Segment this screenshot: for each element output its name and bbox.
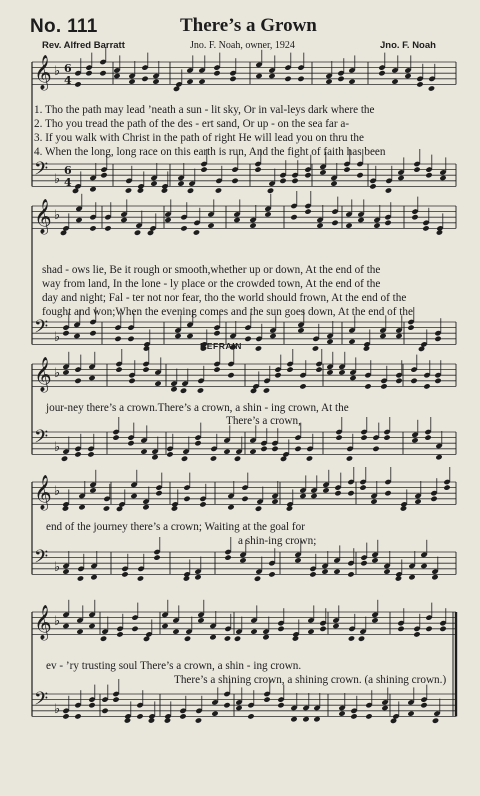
verse-3-line-2: day and night; Fal - ter not nor fear, tho the world should frown, At the end of the [42, 292, 407, 304]
note-head [229, 76, 236, 82]
note-head [180, 225, 187, 231]
flat-icon: ♭ [54, 560, 61, 575]
verse-4-line-2: fought and won;When the evening comes and the sun goes down, At the end of the [42, 306, 413, 318]
note-head [78, 504, 85, 510]
bass-clef-icon: 𝄢 [34, 317, 49, 342]
note-head [62, 505, 69, 511]
note-head [183, 496, 190, 502]
note-head [380, 383, 387, 389]
note-head [333, 568, 340, 574]
note-head [249, 222, 256, 228]
note-head [279, 178, 286, 184]
note-head [391, 78, 398, 84]
note-head [186, 333, 193, 339]
note-head [62, 568, 69, 574]
note-head [227, 504, 234, 510]
note-head [193, 229, 200, 235]
note-head [73, 333, 80, 339]
flat-icon: ♭ [54, 702, 61, 717]
note-head [397, 175, 404, 181]
note-head [161, 187, 168, 193]
note-head [271, 498, 278, 504]
note-head [213, 70, 220, 76]
note-head [331, 220, 338, 226]
note-head [170, 386, 177, 392]
note-head [154, 380, 161, 386]
note-head [432, 717, 439, 723]
note-head [269, 333, 276, 339]
note-head [244, 336, 251, 342]
bass-clef-icon: 𝄢 [34, 427, 49, 452]
note-head [309, 571, 316, 577]
flat-icon: ♭ [54, 172, 61, 187]
note-head [345, 222, 352, 228]
note-head [439, 626, 446, 632]
note-head [384, 490, 391, 496]
note-head [87, 451, 94, 457]
note-head [255, 345, 262, 351]
note-head [326, 369, 333, 375]
note-head [241, 496, 248, 502]
note-head [137, 575, 144, 581]
note-head [125, 187, 132, 193]
note-head [90, 574, 97, 580]
note-head [431, 574, 438, 580]
note-head [88, 623, 95, 629]
note-head [378, 70, 385, 76]
note-head [400, 505, 407, 511]
note-head [357, 217, 364, 223]
note-head [171, 505, 178, 511]
note-head [128, 78, 135, 84]
note-head [360, 560, 367, 566]
note-head [297, 327, 304, 333]
verse-4-line-1: 4. When the long, long race on this earth is run, And the fight of faith has been [34, 146, 386, 158]
refrain-line-1-echo: There’s a crown, [226, 415, 301, 427]
note-head [184, 635, 191, 641]
note-head [262, 634, 269, 640]
note-head [436, 229, 443, 235]
treble-clef-icon: 𝄞 [34, 357, 52, 392]
verse-3-line-1: 3. If you walk with Christ in the path of right He will lead you on thru the [34, 132, 364, 144]
treble-clef-icon: 𝄞 [34, 605, 52, 640]
bass-clef-icon: 𝄢 [34, 547, 49, 572]
note-head [413, 631, 420, 637]
note-head [100, 172, 107, 178]
note-head [89, 487, 96, 493]
flat-icon: ♭ [54, 64, 61, 79]
note-head [435, 454, 442, 460]
note-head [255, 505, 262, 511]
note-head [271, 446, 278, 452]
note-head [77, 575, 84, 581]
note-head [297, 76, 304, 82]
time-signature-bottom: 4 [64, 176, 72, 189]
note-head [140, 448, 147, 454]
note-head [408, 574, 415, 580]
note-head [114, 336, 121, 342]
note-head [120, 217, 127, 223]
note-head [181, 455, 188, 461]
note-head [299, 383, 306, 389]
note-head [407, 710, 414, 716]
refrain-line-3-echo: There’s a shining crown, a shining crown. (a shining crown.) [174, 674, 447, 686]
note-head [395, 333, 402, 339]
note-head [310, 493, 317, 499]
note-head [286, 366, 293, 372]
note-head [198, 78, 205, 84]
refrain-line-3: ev - ’ry trusting soul There’s a crown, a shin - ing crown. [46, 660, 302, 672]
verse-2-line-1: 2. Tho you tread the path of the des - ert sand, Or up - on the sea far a- [34, 118, 350, 130]
note-head [260, 446, 267, 452]
note-head [209, 634, 216, 640]
note-head [134, 229, 141, 235]
note-head [360, 434, 367, 440]
lyricist-credit: Rev. Alfred Barratt [42, 40, 125, 51]
note-head [233, 217, 240, 223]
note-head [227, 372, 234, 378]
copyright-credit: Jno. F. Noah, owner, 1924 [190, 40, 295, 51]
note-head [407, 324, 414, 330]
note-head [371, 617, 378, 623]
flat-icon: ♭ [54, 366, 61, 381]
note-head [263, 387, 270, 393]
note-head [364, 383, 371, 389]
note-head [373, 222, 380, 228]
note-head [101, 708, 108, 714]
note-head [294, 557, 301, 563]
note-head [346, 455, 353, 461]
note-head [128, 378, 135, 384]
treble-clef-icon: 𝄞 [34, 199, 52, 234]
note-head [213, 366, 220, 372]
note-head [224, 635, 231, 641]
note-head [397, 626, 404, 632]
flat-icon: ♭ [54, 614, 61, 629]
note-head [420, 702, 427, 708]
note-head [410, 378, 417, 384]
note-head [420, 563, 427, 569]
note-head [195, 717, 202, 723]
note-head [302, 716, 309, 722]
note-head [231, 178, 238, 184]
time-signature-top: 6 [64, 62, 72, 75]
note-head [439, 175, 446, 181]
note-head [411, 214, 418, 220]
note-head [414, 498, 421, 504]
note-head [365, 713, 372, 719]
note-head [292, 635, 299, 641]
note-head [88, 375, 95, 381]
refrain-label: REFRAIN [200, 341, 242, 351]
note-head [155, 490, 162, 496]
note-head [316, 222, 323, 228]
note-head [61, 455, 68, 461]
note-head [383, 568, 390, 574]
note-head [112, 434, 119, 440]
note-head [207, 222, 214, 228]
note-head [223, 448, 230, 454]
note-head [334, 490, 341, 496]
bass-clef-icon: 𝄢 [34, 159, 49, 184]
note-head [307, 628, 314, 634]
note-head [172, 628, 179, 634]
note-head [423, 383, 430, 389]
note-head [358, 635, 365, 641]
note-head [62, 623, 69, 629]
note-head [235, 705, 242, 711]
verse-1-line-1: 1. Tho the path may lead ’neath a sun - lit sky, Or in val-leys dark where the [34, 104, 375, 116]
treble-clef-icon: 𝄞 [34, 55, 52, 90]
note-head [62, 713, 69, 719]
note-head [137, 187, 144, 193]
note-head [315, 366, 322, 372]
note-head [379, 333, 386, 339]
note-head [141, 76, 148, 82]
hymn-number: No. 111 [30, 16, 98, 37]
note-head [74, 451, 81, 457]
note-head [103, 505, 110, 511]
note-head [255, 73, 262, 79]
note-head [127, 440, 134, 446]
note-head [347, 571, 354, 577]
time-signature-top: 6 [64, 164, 72, 177]
note-head [395, 575, 402, 581]
note-head [363, 345, 370, 351]
note-head [89, 330, 96, 336]
note-head [291, 178, 298, 184]
note-head [166, 451, 173, 457]
note-head [428, 85, 435, 91]
note-head [194, 440, 201, 446]
note-head [356, 172, 363, 178]
note-head [349, 375, 356, 381]
note-head [74, 81, 81, 87]
note-head [290, 716, 297, 722]
note-head [335, 434, 342, 440]
note-head [130, 493, 137, 499]
refrain-line-2-echo: a shin-ing crown; [238, 535, 317, 547]
note-head [395, 378, 402, 384]
note-head [383, 434, 390, 440]
note-head [319, 626, 326, 632]
note-head [274, 372, 281, 378]
note-head [88, 702, 95, 708]
note-head [89, 225, 96, 231]
note-head [74, 713, 81, 719]
note-head [199, 501, 206, 507]
note-head [434, 378, 441, 384]
note-head [299, 493, 306, 499]
note-head [127, 336, 134, 342]
note-head [312, 345, 319, 351]
note-head [286, 505, 293, 511]
note-head [76, 628, 83, 634]
verse-1-line-2: shad - ows lie, Be it rough or smooth,whether up or down, At the end of the [42, 264, 381, 276]
note-head [443, 484, 450, 490]
note-head [249, 448, 256, 454]
note-head [322, 487, 329, 493]
note-head [263, 696, 270, 702]
note-head [151, 454, 158, 460]
note-head [183, 575, 190, 581]
flat-icon: ♭ [54, 208, 61, 223]
note-head [200, 166, 207, 172]
note-head [85, 70, 92, 76]
note-head [223, 702, 230, 708]
note-head [211, 710, 218, 716]
note-head [370, 498, 377, 504]
note-head [100, 635, 107, 641]
note-head [325, 78, 332, 84]
treble-clef-icon: 𝄞 [34, 475, 52, 510]
note-head [89, 186, 96, 192]
note-head [164, 217, 171, 223]
composer-credit: Jno. F. Noah [380, 40, 436, 51]
note-head [150, 180, 157, 186]
note-head [371, 557, 378, 563]
note-head [319, 169, 326, 175]
refrain-line-1: jour-ney there’s a crown.There’s a crown, a shin - ing crown, At the [46, 402, 349, 414]
note-head [343, 166, 350, 172]
note-head [424, 434, 431, 440]
note-head [161, 623, 168, 629]
flat-icon: ♭ [54, 484, 61, 499]
note-head [177, 180, 184, 186]
note-head [348, 635, 355, 641]
flat-icon: ♭ [54, 440, 61, 455]
note-head [75, 217, 82, 223]
note-head [142, 366, 149, 372]
note-head [113, 73, 120, 79]
note-head [425, 626, 432, 632]
note-head [239, 557, 246, 563]
note-head [416, 81, 423, 87]
note-head [264, 211, 271, 217]
note-head [326, 338, 333, 344]
note-head [413, 166, 420, 172]
note-head [369, 183, 376, 189]
note-head [116, 631, 123, 637]
note-head [430, 496, 437, 502]
note-head [179, 713, 186, 719]
note-head [148, 717, 155, 723]
note-head [313, 716, 320, 722]
note-head [180, 387, 187, 393]
note-head [74, 378, 81, 384]
note-head [381, 705, 388, 711]
hymn-title: There’s a Grown [180, 15, 317, 36]
note-head [197, 617, 204, 623]
note-head [152, 78, 159, 84]
note-head [194, 574, 201, 580]
note-head [210, 455, 217, 461]
note-head [306, 455, 313, 461]
note-head [284, 76, 291, 82]
note-head [213, 330, 220, 336]
note-head [112, 696, 119, 702]
note-head [99, 70, 106, 76]
note-head [186, 78, 193, 84]
time-signature-bottom: 4 [64, 74, 72, 87]
note-head [347, 490, 354, 496]
note-head [277, 702, 284, 708]
note-head [250, 628, 257, 634]
note-head [197, 387, 204, 393]
note-head [348, 78, 355, 84]
note-head [384, 220, 391, 226]
note-head [268, 571, 275, 577]
note-head [290, 214, 297, 220]
note-head [338, 710, 345, 716]
note-head [422, 225, 429, 231]
verse-2-line-2: way from land, In the lone - ly place or the crowded town, At the end of the [42, 278, 381, 290]
note-head [124, 717, 131, 723]
note-head [268, 73, 275, 79]
note-head [304, 208, 311, 214]
note-head [434, 336, 441, 342]
note-head [234, 635, 241, 641]
note-head [187, 187, 194, 193]
note-head [215, 187, 222, 193]
note-head [294, 446, 301, 452]
note-head [62, 330, 69, 336]
note-head [332, 623, 339, 629]
refrain-line-2: end of the journey there’s a crown; Waiting at the goal for [46, 521, 305, 533]
note-head [121, 571, 128, 577]
note-head [304, 172, 311, 178]
bass-clef-icon: 𝄢 [34, 689, 49, 714]
note-head [62, 369, 69, 375]
note-head [404, 73, 411, 79]
note-head [372, 446, 379, 452]
note-head [425, 172, 432, 178]
note-head [224, 554, 231, 560]
note-head [385, 187, 392, 193]
note-head [254, 575, 261, 581]
note-head [164, 717, 171, 723]
note-head [153, 554, 160, 560]
note-head [411, 437, 418, 443]
note-head [115, 366, 122, 372]
note-head [267, 187, 274, 193]
note-head [277, 626, 284, 632]
note-head [330, 180, 337, 186]
note-head [348, 338, 355, 344]
note-head [131, 626, 138, 632]
flat-icon: ♭ [54, 330, 61, 345]
note-head [142, 504, 149, 510]
note-head [254, 166, 261, 172]
note-head [338, 369, 345, 375]
note-head [359, 484, 366, 490]
note-head [174, 333, 181, 339]
note-head [136, 713, 143, 719]
note-head [234, 455, 241, 461]
note-head [104, 225, 111, 231]
note-head [321, 568, 328, 574]
note-head [337, 76, 344, 82]
note-head [350, 713, 357, 719]
note-head [247, 713, 254, 719]
